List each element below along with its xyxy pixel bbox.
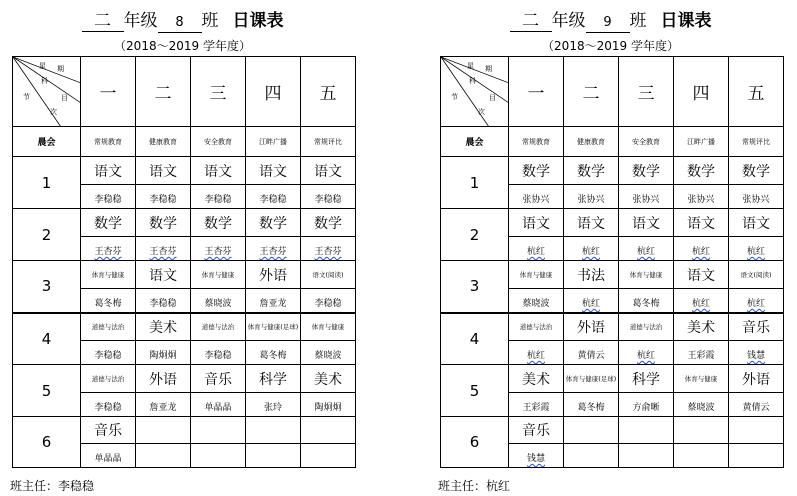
- corner-char: 节: [23, 93, 30, 101]
- teacher-name: 杭红: [636, 351, 655, 361]
- teacher-name: 杭红: [581, 247, 600, 257]
- subject-cell: 语文: [619, 209, 674, 237]
- corner-char: 星: [467, 62, 474, 70]
- teacher-name: 方俞晰: [632, 403, 660, 413]
- timetable-title: [438, 6, 783, 33]
- teacher-name: 葛冬梅: [577, 403, 605, 413]
- teacher-cell: [674, 185, 729, 209]
- teacher-name: 张协兴: [632, 195, 660, 205]
- teacher-cell: [619, 237, 674, 261]
- timetable-title: [10, 6, 355, 33]
- teacher-name: 杭红: [746, 247, 765, 257]
- period-subject-row: [13, 417, 356, 444]
- subject-cell: 数学: [246, 209, 301, 237]
- teacher-cell: [619, 341, 674, 365]
- subject-cell: 数学: [619, 157, 674, 185]
- period-number: 4: [13, 313, 81, 365]
- teacher-name: 张协兴: [577, 195, 605, 205]
- teacher-cell: [81, 185, 136, 209]
- header-row: [13, 57, 356, 127]
- corner-char: 科: [41, 77, 48, 85]
- teacher-name: 黄倩云: [577, 351, 605, 361]
- teacher-cell: [619, 393, 674, 417]
- teacher-cell: [619, 289, 674, 313]
- morning-row: [441, 127, 784, 157]
- teacher-name: 单晶晶: [94, 454, 122, 464]
- schedule-title: 日课表: [232, 11, 284, 31]
- subject-cell: [246, 417, 301, 444]
- period-number: 4: [441, 313, 509, 365]
- subject-cell: 科学: [246, 365, 301, 393]
- morning-item: 江畔广播: [246, 127, 301, 157]
- morning-label: 晨会: [441, 127, 509, 157]
- morning-item: 健康教育: [564, 127, 619, 157]
- subject-cell: [674, 417, 729, 444]
- teacher-cell: [619, 444, 674, 468]
- corner-char: 目: [61, 94, 68, 102]
- class-number: 8: [158, 13, 202, 33]
- header-row: [441, 57, 784, 127]
- corner-cell: [13, 57, 81, 127]
- subject-cell: [301, 417, 356, 444]
- subject-cell: 美术: [509, 365, 564, 393]
- teacher-cell: [136, 289, 191, 313]
- teacher-name: 杭红: [526, 247, 545, 257]
- subject-cell: 语文: [136, 157, 191, 185]
- teacher-cell: [81, 393, 136, 417]
- subject-cell: 道德与法治: [619, 313, 674, 341]
- teacher-cell: [509, 341, 564, 365]
- period-number: 5: [13, 365, 81, 417]
- subject-cell: [729, 417, 784, 444]
- teacher-name: 张玲: [263, 403, 282, 413]
- period-number: 5: [441, 365, 509, 417]
- teacher-name: 张协兴: [522, 195, 550, 205]
- subject-cell: [136, 417, 191, 444]
- subject-cell: 音乐: [191, 365, 246, 393]
- academic-year: （2018～2019 学年度）: [114, 39, 251, 53]
- teacher-name: 王杏芬: [314, 247, 342, 257]
- teacher-cell: [191, 185, 246, 209]
- subject-cell: 外语: [564, 313, 619, 341]
- morning-item: 常规评比: [301, 127, 356, 157]
- teacher-name: 李稳稳: [149, 298, 177, 309]
- teacher-cell: [729, 185, 784, 209]
- subject-cell: 语文: [81, 157, 136, 185]
- teacher-cell: [509, 393, 564, 417]
- subject-cell: 体育与健康: [301, 313, 356, 341]
- teacher-name: 王杏芬: [259, 247, 287, 257]
- teacher-cell: [674, 393, 729, 417]
- teacher-cell: [674, 444, 729, 468]
- subject-cell: 语文(阅读): [301, 261, 356, 289]
- teacher-name: 李稳稳: [204, 195, 232, 205]
- subject-cell: 美术: [674, 313, 729, 341]
- teacher-name: 詹亚龙: [259, 298, 287, 309]
- schedule-title: 日课表: [660, 11, 712, 31]
- subject-cell: 外语: [729, 365, 784, 393]
- teacher-name: 王杏芬: [204, 247, 232, 257]
- teacher-cell: [564, 393, 619, 417]
- teacher-name: 葛冬梅: [259, 351, 287, 361]
- teacher-cell: [509, 237, 564, 261]
- diagonal-lines: [441, 57, 509, 127]
- teacher-name: 李稳稳: [149, 195, 177, 205]
- teacher-name: 王彩霞: [522, 403, 550, 413]
- weekday-header: 三: [191, 57, 246, 127]
- teacher-name: 杭红: [526, 351, 545, 361]
- teacher-name: 杭红: [636, 247, 655, 257]
- teacher-cell: [246, 185, 301, 209]
- grade-word: 年级: [123, 11, 158, 31]
- subject-cell: 道德与法治: [191, 313, 246, 341]
- weekday-header: 二: [564, 57, 619, 127]
- teacher-name: 张协兴: [742, 195, 770, 205]
- timetable-grid: [12, 56, 356, 468]
- teacher-name: 钱慧: [746, 351, 765, 361]
- class-word: 班: [629, 11, 647, 31]
- morning-item: 常规教育: [81, 127, 136, 157]
- teacher-cell: [509, 444, 564, 468]
- teacher-name: 陶炯炯: [314, 403, 342, 413]
- subject-cell: 数学: [674, 157, 729, 185]
- subject-cell: 体育与健康: [81, 261, 136, 289]
- corner-char: 目: [489, 94, 496, 102]
- teacher-cell: [729, 341, 784, 365]
- teacher-name: 葛冬梅: [94, 298, 122, 309]
- subject-cell: 数学: [564, 157, 619, 185]
- corner-char: 星: [39, 62, 46, 70]
- grade-value: 二: [510, 12, 552, 32]
- subject-cell: 数学: [136, 209, 191, 237]
- teacher-cell: [729, 289, 784, 313]
- period-subject-row: [13, 209, 356, 237]
- teacher-cell: [301, 185, 356, 209]
- subject-cell: 体育与健康: [191, 261, 246, 289]
- period-number: 3: [13, 261, 81, 313]
- teacher-cell: [564, 185, 619, 209]
- period-subject-row: [441, 313, 784, 341]
- subject-cell: 数学: [729, 157, 784, 185]
- subject-cell: 音乐: [509, 417, 564, 444]
- teacher-cell: [81, 289, 136, 313]
- teacher-cell: [136, 185, 191, 209]
- corner-char: 次: [478, 108, 485, 116]
- teacher-name: 王杏芬: [149, 247, 177, 257]
- period-subject-row: [13, 313, 356, 341]
- subject-cell: 数学: [191, 209, 246, 237]
- subject-cell: 语文: [246, 157, 301, 185]
- teacher-cell: [619, 185, 674, 209]
- corner-char: 次: [50, 108, 57, 116]
- period-subject-row: [13, 157, 356, 185]
- teacher-cell: [564, 341, 619, 365]
- period-subject-row: [441, 365, 784, 393]
- teacher-cell: [301, 289, 356, 313]
- weekday-header: 五: [301, 57, 356, 127]
- subject-cell: [619, 417, 674, 444]
- morning-item: 健康教育: [136, 127, 191, 157]
- subject-cell: 音乐: [729, 313, 784, 341]
- teacher-name: 蔡晓波: [522, 298, 550, 309]
- corner-char: 期: [57, 65, 64, 73]
- subject-cell: 体育与健康: [674, 365, 729, 393]
- teacher-cell: [729, 444, 784, 468]
- teacher-cell: [191, 444, 246, 468]
- subject-cell: 语文: [729, 209, 784, 237]
- teacher-name: 李稳稳: [259, 195, 287, 205]
- subject-cell: 语文: [674, 261, 729, 289]
- teacher-name: 王杏芬: [94, 247, 122, 257]
- teacher-cell: [301, 444, 356, 468]
- teacher-name: 蔡晓波: [314, 351, 342, 361]
- subject-cell: 美术: [301, 365, 356, 393]
- period-number: 6: [13, 417, 81, 468]
- subject-cell: 数学: [81, 209, 136, 237]
- teacher-cell: [246, 237, 301, 261]
- teacher-cell: [564, 237, 619, 261]
- subject-cell: 道德与法治: [81, 365, 136, 393]
- subject-cell: 科学: [619, 365, 674, 393]
- corner-char: 期: [485, 65, 492, 73]
- period-subject-row: [13, 365, 356, 393]
- teacher-name: 李稳稳: [94, 403, 122, 413]
- teacher-name: 杭红: [691, 298, 710, 309]
- period-subject-row: [441, 209, 784, 237]
- period-subject-row: [441, 417, 784, 444]
- timetable-grid: [440, 56, 784, 468]
- teacher-cell: [674, 237, 729, 261]
- grade-word: 年级: [551, 11, 586, 31]
- subject-cell: 数学: [301, 209, 356, 237]
- teacher-cell: [136, 393, 191, 417]
- period-number: 2: [13, 209, 81, 261]
- teacher-name: 蔡晓波: [687, 403, 715, 413]
- period-number: 1: [13, 157, 81, 209]
- teacher-name: 葛冬梅: [632, 298, 660, 309]
- weekday-header: 四: [246, 57, 301, 127]
- weekday-header: 二: [136, 57, 191, 127]
- corner-char: 科: [469, 77, 476, 85]
- subject-cell: [564, 417, 619, 444]
- subject-cell: 外语: [246, 261, 301, 289]
- teacher-name: 詹亚龙: [149, 403, 177, 413]
- teacher-cell: [564, 289, 619, 313]
- teacher-name: 杭红: [581, 298, 600, 309]
- morning-item: 常规教育: [509, 127, 564, 157]
- grade-value: 二: [82, 12, 124, 32]
- teacher-cell: [301, 237, 356, 261]
- subject-cell: 道德与法治: [509, 313, 564, 341]
- teacher-name: 李稳稳: [314, 298, 342, 309]
- subject-cell: 数学: [509, 157, 564, 185]
- teacher-cell: [136, 237, 191, 261]
- weekday-header: 一: [81, 57, 136, 127]
- teacher-cell: [191, 237, 246, 261]
- teacher-name: 杭红: [746, 298, 765, 309]
- academic-year: （2018～2019 学年度）: [542, 39, 679, 53]
- period-subject-row: [441, 261, 784, 289]
- subject-cell: 外语: [136, 365, 191, 393]
- teacher-name: 张协兴: [687, 195, 715, 205]
- subject-cell: 体育与健康: [509, 261, 564, 289]
- teacher-name: 李稳稳: [314, 195, 342, 205]
- subject-cell: 语文: [136, 261, 191, 289]
- subject-cell: 体育与健康: [619, 261, 674, 289]
- teacher-cell: [191, 341, 246, 365]
- subject-cell: 书法: [564, 261, 619, 289]
- teacher-name: 陶炯炯: [149, 351, 177, 361]
- morning-label: 晨会: [13, 127, 81, 157]
- teacher-cell: [729, 237, 784, 261]
- teacher-cell: [191, 393, 246, 417]
- teacher-cell: [246, 289, 301, 313]
- teacher-cell: [246, 444, 301, 468]
- teacher-cell: [674, 289, 729, 313]
- teacher-cell: [301, 341, 356, 365]
- teacher-cell: [509, 289, 564, 313]
- teacher-name: 李稳稳: [94, 195, 122, 205]
- teacher-name: 黄倩云: [742, 403, 770, 413]
- subject-cell: 体育与健康(足球): [246, 313, 301, 341]
- teacher-cell: [191, 289, 246, 313]
- teacher-name: 李稳稳: [204, 351, 232, 361]
- weekday-header: 三: [619, 57, 674, 127]
- teacher-cell: [136, 444, 191, 468]
- teacher-cell: [81, 341, 136, 365]
- teacher-cell: [246, 341, 301, 365]
- period-subject-row: [13, 261, 356, 289]
- teacher-name: 单晶晶: [204, 403, 232, 413]
- teacher-cell: [729, 393, 784, 417]
- weekday-header: 一: [509, 57, 564, 127]
- teacher-cell: [509, 185, 564, 209]
- subject-cell: 语文: [564, 209, 619, 237]
- morning-item: 安全教育: [619, 127, 674, 157]
- corner-char: 节: [451, 93, 458, 101]
- morning-item: 安全教育: [191, 127, 246, 157]
- head-teacher: 班主任：杭红: [438, 479, 511, 493]
- morning-row: [13, 127, 356, 157]
- subject-cell: 语文: [301, 157, 356, 185]
- weekday-header: 四: [674, 57, 729, 127]
- period-number: 3: [441, 261, 509, 313]
- teacher-name: 蔡晓波: [204, 298, 232, 309]
- diagonal-lines: [13, 57, 81, 127]
- teacher-cell: [301, 393, 356, 417]
- teacher-cell: [81, 444, 136, 468]
- subject-cell: 语文: [191, 157, 246, 185]
- morning-item: 常规评比: [729, 127, 784, 157]
- head-teacher: 班主任：李稳稳: [10, 479, 95, 493]
- morning-item: 江畔广播: [674, 127, 729, 157]
- teacher-cell: [246, 393, 301, 417]
- teacher-name: 王彩霞: [687, 351, 715, 361]
- teacher-name: 杭红: [691, 247, 710, 257]
- period-number: 6: [441, 417, 509, 468]
- class-word: 班: [201, 11, 219, 31]
- teacher-cell: [81, 237, 136, 261]
- teacher-cell: [136, 341, 191, 365]
- teacher-cell: [564, 444, 619, 468]
- subject-cell: 语文: [674, 209, 729, 237]
- subject-cell: 美术: [136, 313, 191, 341]
- period-subject-row: [441, 157, 784, 185]
- class-number: 9: [586, 13, 630, 33]
- subject-cell: [191, 417, 246, 444]
- subject-cell: 语文(阅读): [729, 261, 784, 289]
- subject-cell: 道德与法治: [81, 313, 136, 341]
- subject-cell: 语文: [509, 209, 564, 237]
- period-number: 1: [441, 157, 509, 209]
- teacher-cell: [674, 341, 729, 365]
- subject-cell: 体育与健康(足球): [564, 365, 619, 393]
- period-number: 2: [441, 209, 509, 261]
- teacher-name: 钱慧: [526, 454, 545, 464]
- corner-cell: [441, 57, 509, 127]
- weekday-header: 五: [729, 57, 784, 127]
- subject-cell: 音乐: [81, 417, 136, 444]
- teacher-name: 李稳稳: [94, 351, 122, 361]
